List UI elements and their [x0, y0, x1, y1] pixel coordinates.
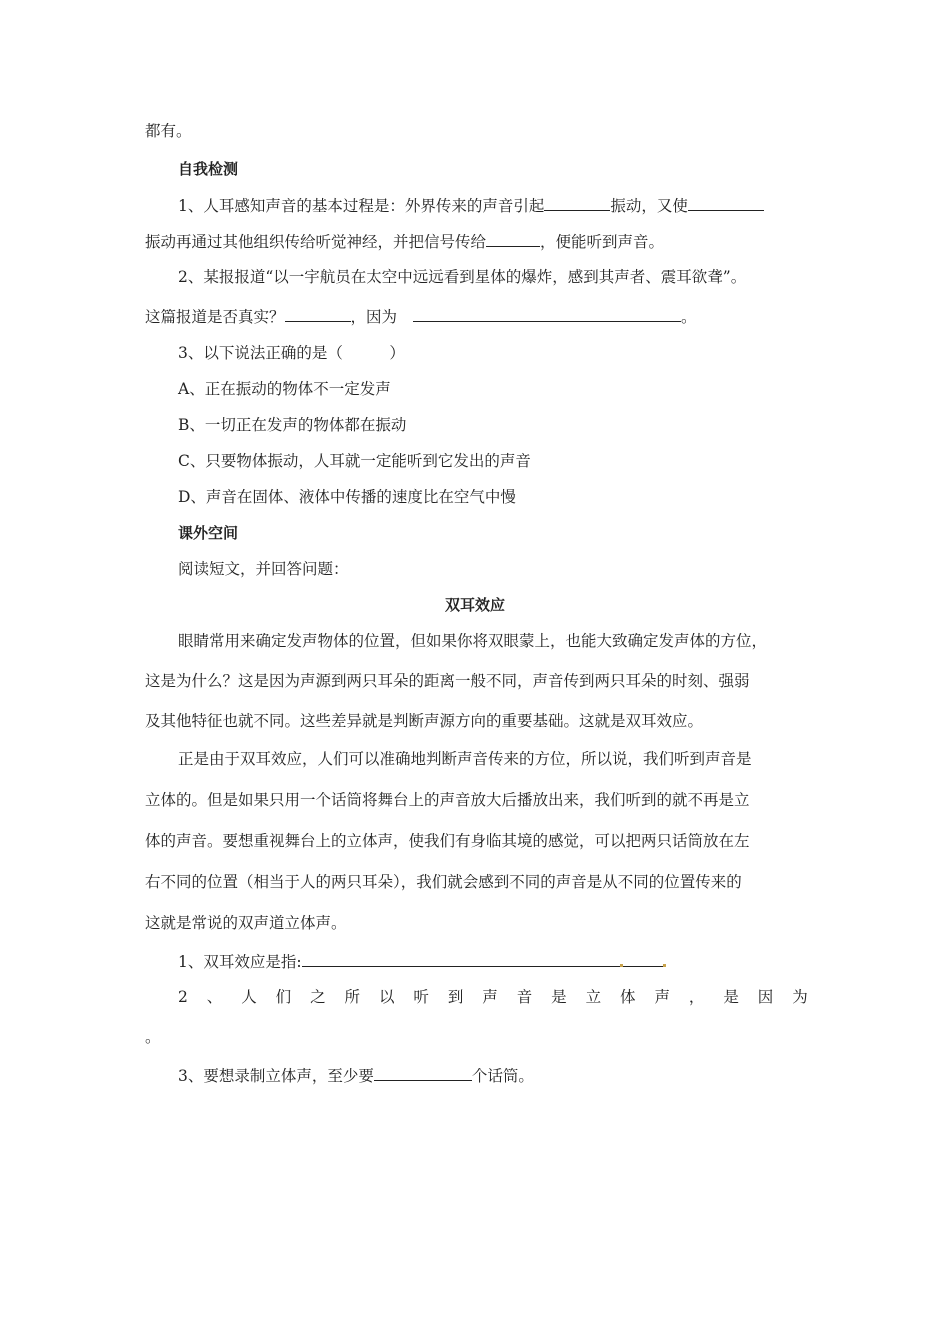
q2-blank-1[interactable] [285, 305, 351, 322]
q2-text-a: 这篇报道是否真实？ [145, 308, 285, 326]
article-title: 双耳效应 [444, 596, 505, 614]
a2-char: 因 [757, 988, 774, 1006]
q2-blank-2[interactable] [413, 305, 681, 322]
a1-text: 1、双耳效应是指: [178, 953, 302, 971]
a1-blank-1[interactable] [302, 950, 620, 967]
question-2-line-1: 2、某报报道“以一宇航员在太空中远远看到星体的爆炸，感到其声者、震耳欲聋”。 [178, 268, 747, 286]
answer-3 [178, 1064, 534, 1087]
reading-instruction: 阅读短文，并回答问题： [178, 560, 349, 578]
a2-char: 之 [310, 988, 326, 1006]
top-line: 都有。 [145, 122, 192, 140]
q1-text-d: ，便能听到声音。 [540, 233, 665, 251]
paragraph-2-line-4: 右不同的位置（相当于人的两只耳朵），我们就会感到不同的声音是从不同的位置传来的 [145, 873, 742, 891]
q1-blank-1[interactable] [544, 194, 610, 211]
extra-heading: 课外空间 [178, 524, 239, 542]
a2-char: ， [688, 988, 705, 1006]
answer-1 [178, 950, 666, 973]
question-1-line-1 [178, 194, 764, 217]
a1-blank-2[interactable] [623, 950, 663, 967]
a3-text-a: 3、要想录制立体声，至少要 [178, 1067, 374, 1085]
paragraph-1-line-1: 眼睛常用来确定发声物体的位置，但如果你将双眼蒙上，也能大致确定发声体的方位， [178, 632, 768, 650]
a2-char: 、 [206, 988, 223, 1006]
answer-2-line-1 [178, 986, 808, 1008]
self-test-heading: 自我检测 [178, 160, 239, 178]
a2-char: 为 [792, 988, 808, 1006]
q1-text-c: 振动再通过其他组织传给听觉神经，并把信号传给 [145, 233, 487, 251]
q1-text-a: 1、人耳感知声音的基本过程是：外界传来的声音引起 [178, 197, 545, 215]
a2-char: 声 [482, 988, 498, 1006]
option-c: C、只要物体振动，人耳就一定能听到它发出的声音 [178, 452, 531, 470]
question-2-line-2 [145, 305, 697, 328]
a2-char: 2 [178, 988, 188, 1006]
a2-char: 所 [344, 988, 361, 1006]
a3-text-b: 个话筒。 [471, 1067, 534, 1085]
a2-char: 立 [585, 988, 602, 1006]
answer-2-line-2: 。 [145, 1028, 161, 1046]
a2-char: 以 [378, 988, 395, 1006]
question-3-stem: 3、以下说法正确的是（ ） [178, 344, 405, 362]
question-1-line-2 [145, 230, 664, 253]
a2-char: 声 [654, 988, 670, 1006]
a2-char: 是 [723, 988, 739, 1006]
option-a: A、正在振动的物体不一定发声 [178, 380, 391, 398]
a2-char: 音 [516, 988, 533, 1006]
a3-blank[interactable] [374, 1064, 472, 1081]
paragraph-1-line-2: 这是为什么？这是因为声源到两只耳朵的距离一般不同，声音传到两只耳朵的时刻、强弱 [145, 672, 750, 690]
a2-char: 听 [413, 988, 429, 1006]
a2-char: 到 [447, 988, 464, 1006]
a2-char: 们 [275, 988, 292, 1006]
paragraph-2-line-1: 正是由于双耳效应，人们可以准确地判断声音传来的方位，所以说，我们听到声音是 [178, 750, 752, 768]
option-d: D、声音在固体、液体中传播的速度比在空气中慢 [178, 488, 516, 506]
a2-char: 体 [620, 988, 636, 1006]
paragraph-2-line-5: 这就是常说的双声道立体声。 [145, 914, 347, 932]
q1-blank-3[interactable] [486, 230, 540, 247]
option-b: B、一切正在发声的物体都在振动 [178, 416, 407, 434]
q1-text-b: 振动，又使 [610, 197, 688, 215]
paragraph-1-line-3: 及其他特征也就不同。这些差异就是判断声源方向的重要基础。这就是双耳效应。 [145, 712, 704, 730]
marker-dot [663, 964, 666, 967]
q2-text-b: ，因为 [350, 308, 398, 326]
q1-blank-2[interactable] [688, 194, 764, 211]
a2-char: 是 [551, 988, 567, 1006]
q2-text-c: 。 [681, 308, 697, 326]
paragraph-2-line-2: 立体的。但是如果只用一个话筒将舞台上的声音放大后播放出来，我们听到的就不再是立 [145, 791, 750, 809]
paragraph-2-line-3: 体的声音。要想重视舞台上的立体声，使我们有身临其境的感觉，可以把两只话筒放在左 [145, 832, 750, 850]
a2-char: 人 [241, 988, 257, 1006]
